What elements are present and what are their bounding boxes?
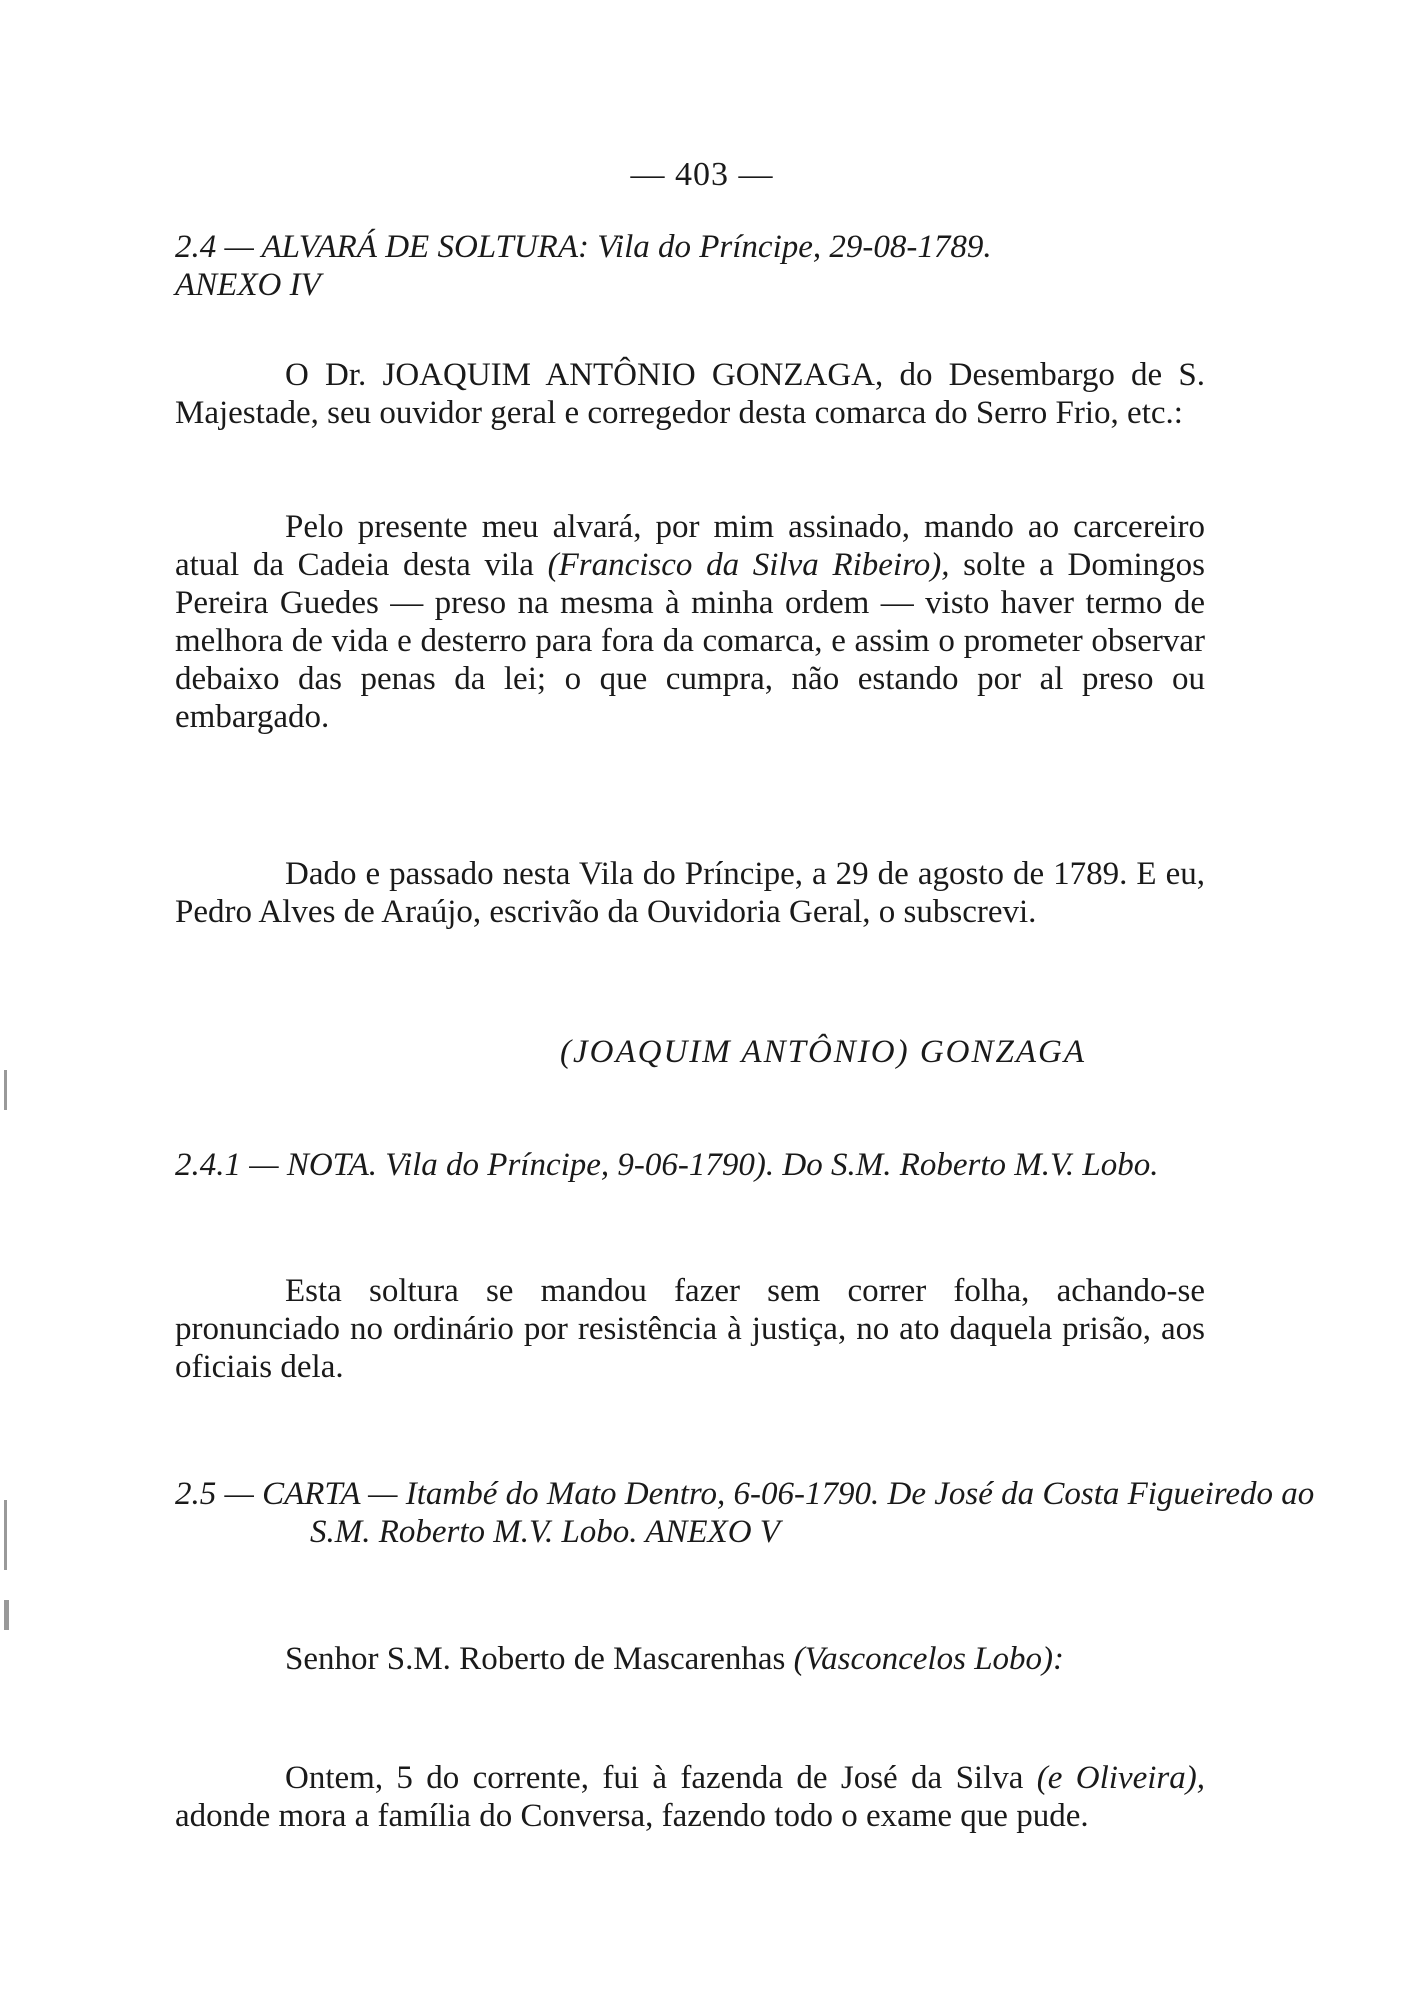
- paragraph-italic-name: (e Oliveira),: [1036, 1760, 1205, 1796]
- section-2-5-heading: 2.5 — CARTA — Itambé do Mato Dentro, 6-06-1790. De José da Costa Figueiredo ao S.M. Roberto M.V. Lobo. ANEXO V: [175, 1476, 1315, 1550]
- page-number: — 403 —: [630, 156, 774, 193]
- section-2-5-salutation: [175, 1640, 1205, 1678]
- scan-margin-mark: [4, 1070, 7, 1110]
- section-2-4-paragraph-2: Dado e passado nesta Vila do Príncipe, a 29 de agosto de 1789. E eu, Pedro Alves de Araújo, escrivão da Ouvidoria Geral, o subscrevi.: [175, 856, 1205, 930]
- section-2-4-paragraph-1: [175, 508, 1205, 736]
- paragraph-1-italic-name: (Francisco da Silva Ribeiro),: [547, 547, 950, 583]
- salutation-text: Senhor S.M. Roberto de Mascarenhas: [285, 1641, 794, 1677]
- section-2-4-intro: O Dr. JOAQUIM ANTÔNIO GONZAGA, do Desembargo de S. Majestade, seu ouvidor geral e corregedor desta comarca do Serro Frio, etc.:: [175, 357, 1205, 431]
- paragraph-text-a: Ontem, 5 do corrente, fui à fazenda de José da Silva: [285, 1760, 1037, 1796]
- signature: (JOAQUIM ANTÔNIO) GONZAGA: [560, 1034, 1087, 1070]
- paragraph-1-text-a: Pelo presente meu alvará, por mim assinado, mando ao carcereiro atual da Cadeia desta vila: [175, 509, 1205, 583]
- section-2-4-heading-line2: ANEXO IV: [175, 267, 321, 303]
- salutation-italic-name: (Vasconcelos Lobo):: [793, 1641, 1065, 1677]
- section-2-4-1-paragraph: Esta soltura se mandou fazer sem correr folha, achando-se pronunciado no ordinário por resistência à justiça, no ato daquela prisão, aos oficiais dela.: [175, 1273, 1205, 1385]
- scan-margin-mark: [4, 1600, 9, 1630]
- section-2-4-1-heading: 2.4.1 — NOTA. Vila do Príncipe, 9-06-1790). Do S.M. Roberto M.V. Lobo.: [175, 1147, 1159, 1183]
- section-2-4-heading: [175, 228, 1340, 304]
- scan-margin-mark: [4, 1500, 7, 1570]
- paragraph-1-text-b: solte a Domingos Pereira Guedes — preso na mesma à minha ordem — visto haver termo de melhora de vida e desterro para fora da comarca, e assim o prometer observar debaixo das penas da lei; o que cumpra, não estando por al preso ou embargado.: [175, 547, 1206, 735]
- section-2-4-heading-line1: 2.4 — ALVARÁ DE SOLTURA: Vila do Príncipe, 29-08-1789.: [175, 229, 992, 265]
- section-2-5-paragraph: [175, 1759, 1205, 1835]
- paragraph-text-b: adonde mora a família do Conversa, fazendo todo o exame que pude.: [175, 1798, 1089, 1834]
